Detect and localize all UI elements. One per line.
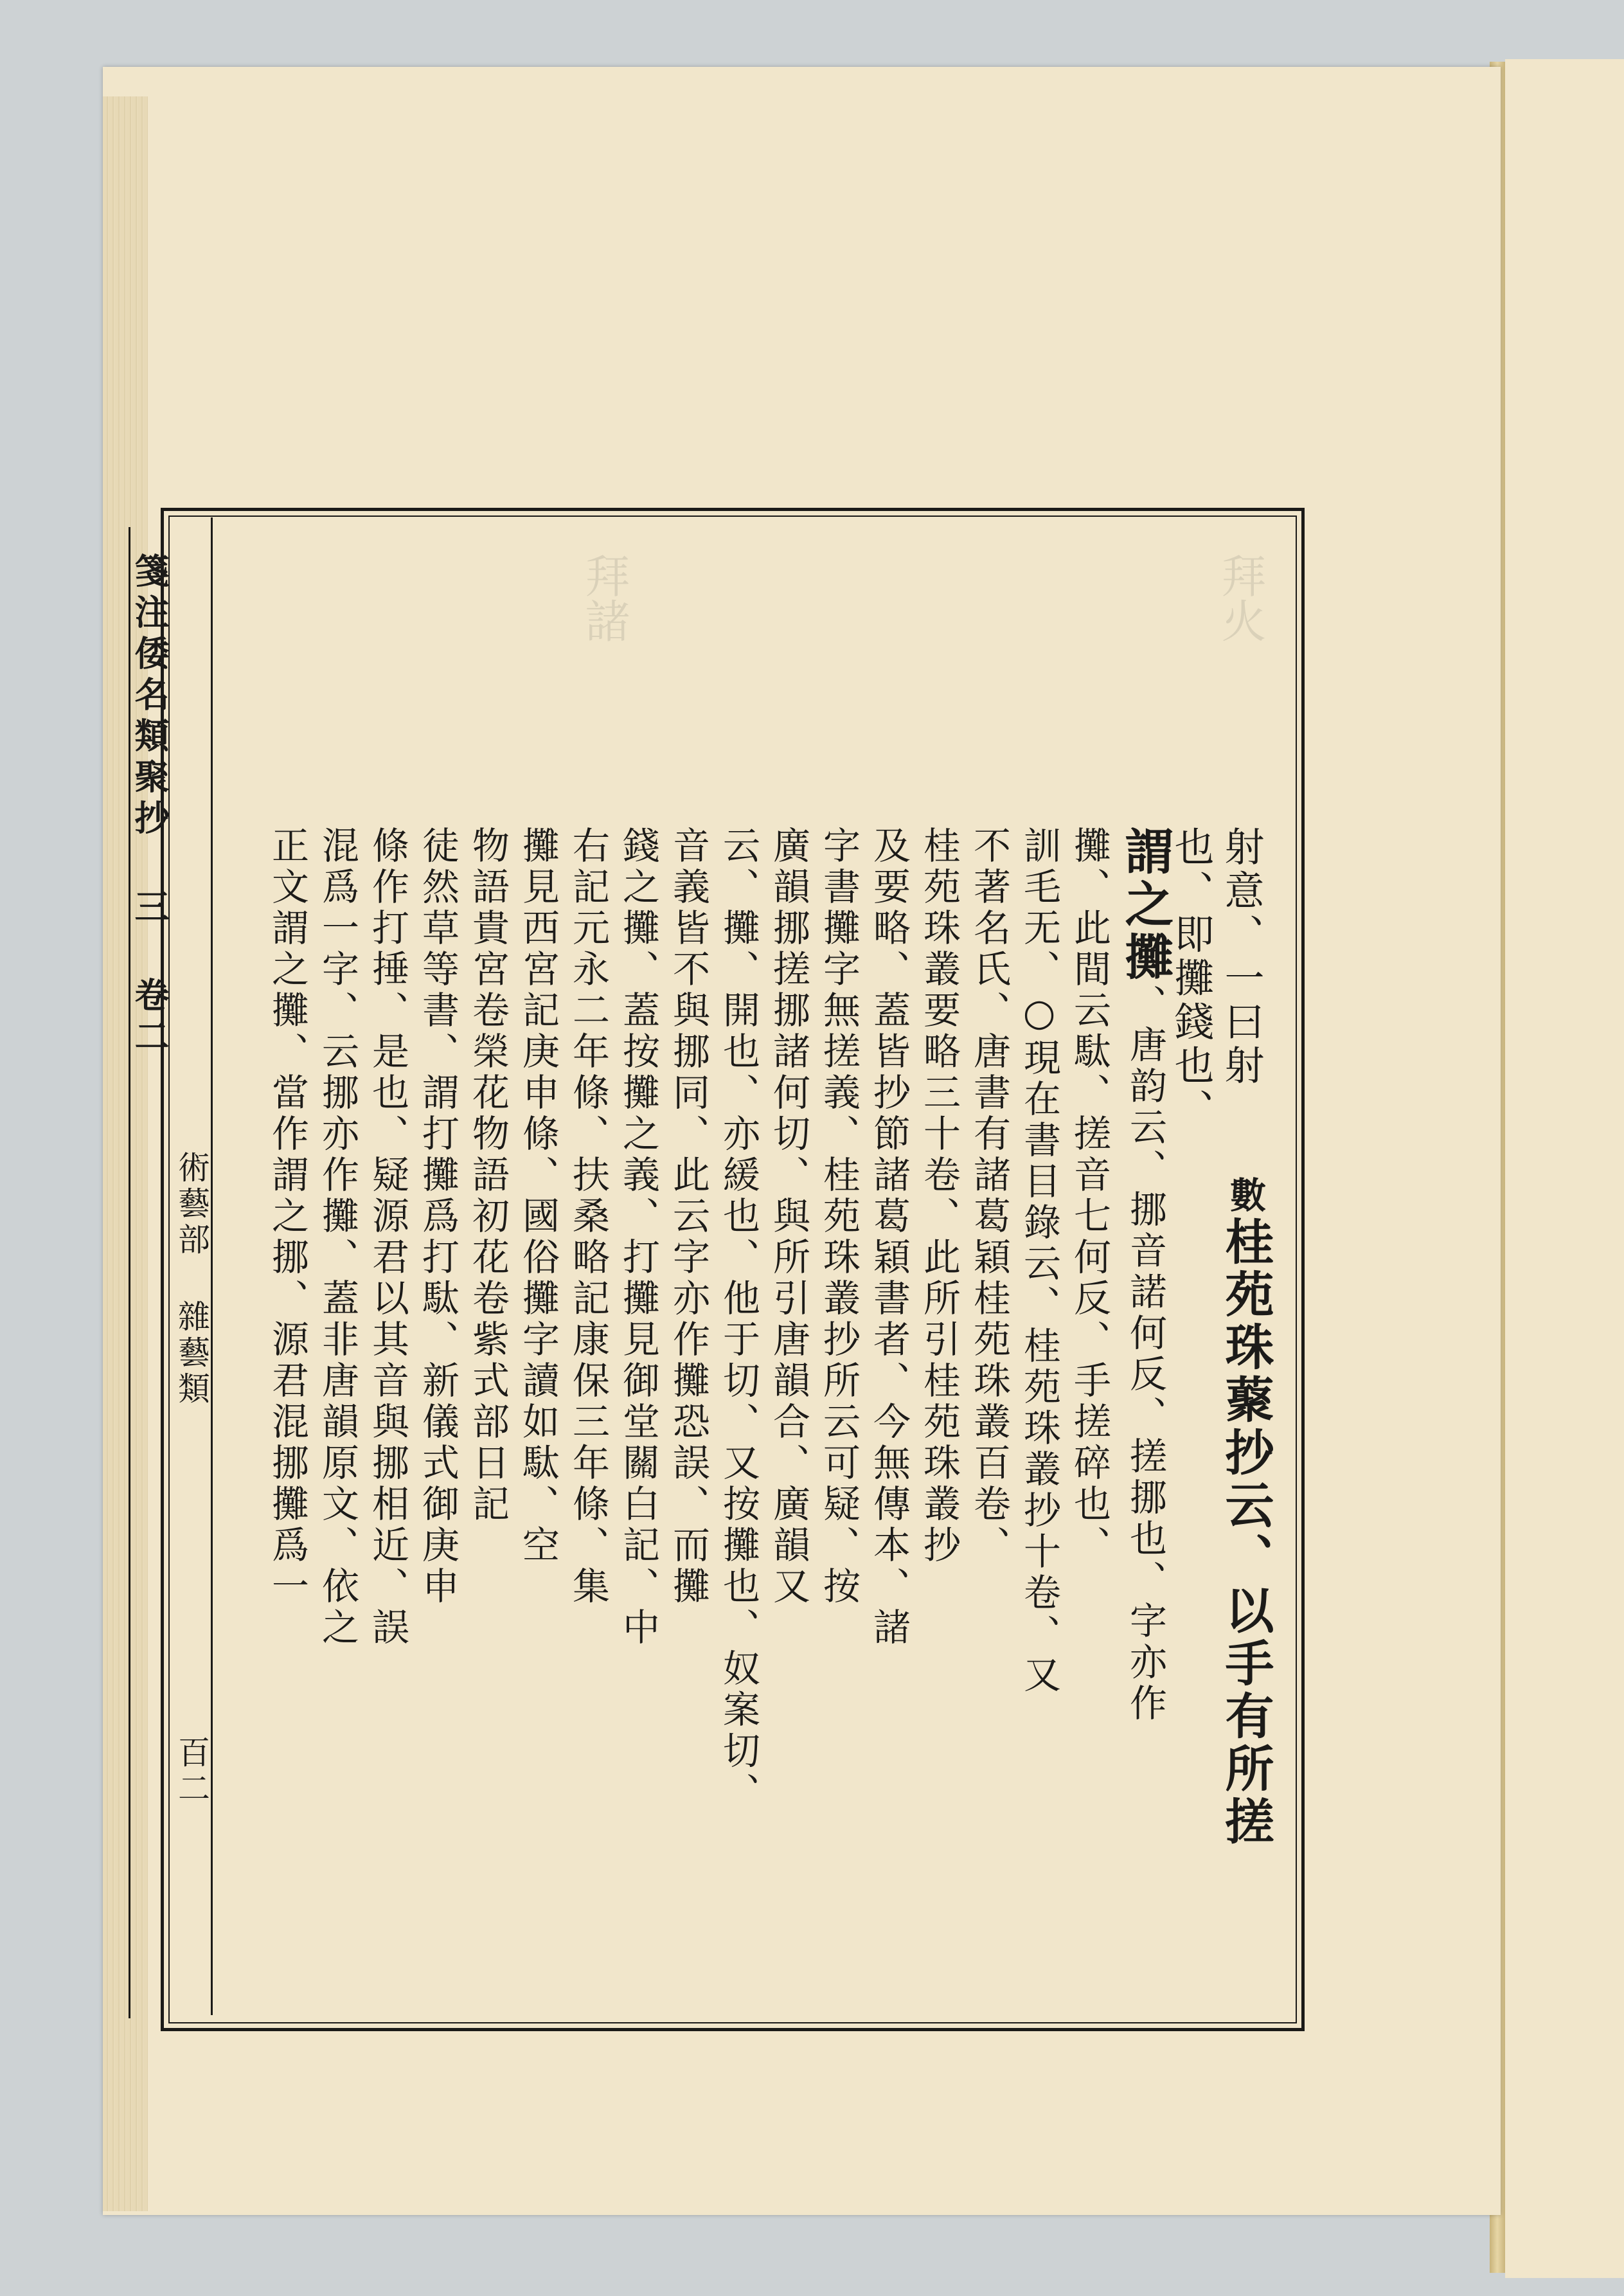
column-text: 正文謂之攤、當作謂之挪、源君混挪攤爲一 bbox=[265, 826, 309, 1608]
column-text: 桂苑珠叢要略三十卷、此所引桂苑珠叢抄 bbox=[917, 826, 961, 1566]
column-text: 及要略、蓋皆抄節諸葛穎書者、今無傳本、諸 bbox=[867, 826, 911, 1649]
text-column bbox=[366, 826, 409, 1649]
text-column bbox=[1017, 826, 1061, 1696]
headword: 數 bbox=[1224, 1176, 1267, 1216]
column-text: 、唐韵云、挪音諾何反、搓挪也、字亦作 bbox=[1123, 984, 1167, 1725]
column-text: 錢之攤、蓋按攤之義、打攤見御堂關白記、中 bbox=[616, 826, 660, 1649]
bleed-through: 拜火 bbox=[1214, 553, 1267, 643]
text-column bbox=[867, 826, 911, 1649]
column-text: 音義皆不與挪同、此云字亦作攤恐誤、而攤 bbox=[666, 826, 710, 1608]
text-column bbox=[516, 826, 560, 1566]
text-column bbox=[616, 826, 660, 1649]
headword: 攤 bbox=[1117, 931, 1174, 984]
text-column bbox=[416, 826, 460, 1608]
column-text: 混爲一字、云挪亦作攤、蓋非唐韻原文、依之 bbox=[316, 826, 359, 1649]
text-column bbox=[265, 826, 309, 1608]
first-column-tail bbox=[1217, 1176, 1274, 1849]
column-text: 云、攤、開也、亦緩也、他于切、又按攤也、奴案切、 bbox=[717, 826, 760, 1813]
text-column bbox=[1117, 826, 1174, 1725]
column-text: 物語貴宮卷榮花物語初花卷紫式部日記 bbox=[466, 826, 510, 1525]
quote-text: 桂苑珠藂抄云、以手有所搓 bbox=[1217, 1216, 1274, 1849]
column-text: 也、即攤錢也、 bbox=[1168, 826, 1215, 1132]
text-column bbox=[767, 826, 810, 1608]
category-label: 術藝部 雜藝類 bbox=[173, 1151, 210, 1408]
text-column bbox=[466, 826, 510, 1525]
text-column bbox=[1168, 826, 1215, 1132]
text-column bbox=[967, 826, 1011, 1566]
text-column bbox=[1218, 826, 1265, 1088]
hanging-title: 箋注倭名類聚抄 三 卷二 bbox=[129, 553, 170, 1059]
next-page-edge bbox=[1505, 59, 1624, 2278]
text-column bbox=[666, 826, 710, 1608]
text-column bbox=[1067, 826, 1111, 1566]
column-text: 廣韻挪搓挪諸何切、與所引唐韻合、廣韻又 bbox=[767, 826, 810, 1608]
column-text: 不著名氏、唐書有諸葛穎桂苑珠叢百卷、 bbox=[967, 826, 1011, 1566]
text-column bbox=[817, 826, 861, 1608]
column-text: 條作打捶、是也、疑源君以其音與挪相近、誤 bbox=[366, 826, 409, 1649]
column-text: 徒然草等書、謂打攤爲打駄、新儀式御庚申 bbox=[416, 826, 460, 1608]
page-stack-edges bbox=[103, 96, 148, 2211]
column-text: 攤、此間云駄、搓音七何反、手搓碎也、 bbox=[1067, 826, 1111, 1566]
column-text: 射意、一曰射 bbox=[1218, 826, 1265, 1088]
bleed-through: 拜諸 bbox=[578, 553, 630, 643]
page-number: 百二 bbox=[173, 1735, 210, 1807]
column-text: 右記元永二年條、扶桑略記康保三年條、集 bbox=[566, 826, 610, 1608]
column-text: 字書攤字無搓義、桂苑珠叢抄所云可疑、按 bbox=[817, 826, 861, 1608]
text-column bbox=[717, 826, 760, 1813]
text-column bbox=[566, 826, 610, 1608]
column-text: 訓毛无、○現在書目錄云、桂苑珠叢抄十卷、又 bbox=[1017, 826, 1061, 1696]
text-column bbox=[316, 826, 359, 1649]
column-heading: 謂之 bbox=[1117, 826, 1174, 931]
column-text: 攤見西宮記庚申條、國俗攤字讀如駄、空 bbox=[516, 826, 560, 1566]
text-column bbox=[917, 826, 961, 1566]
